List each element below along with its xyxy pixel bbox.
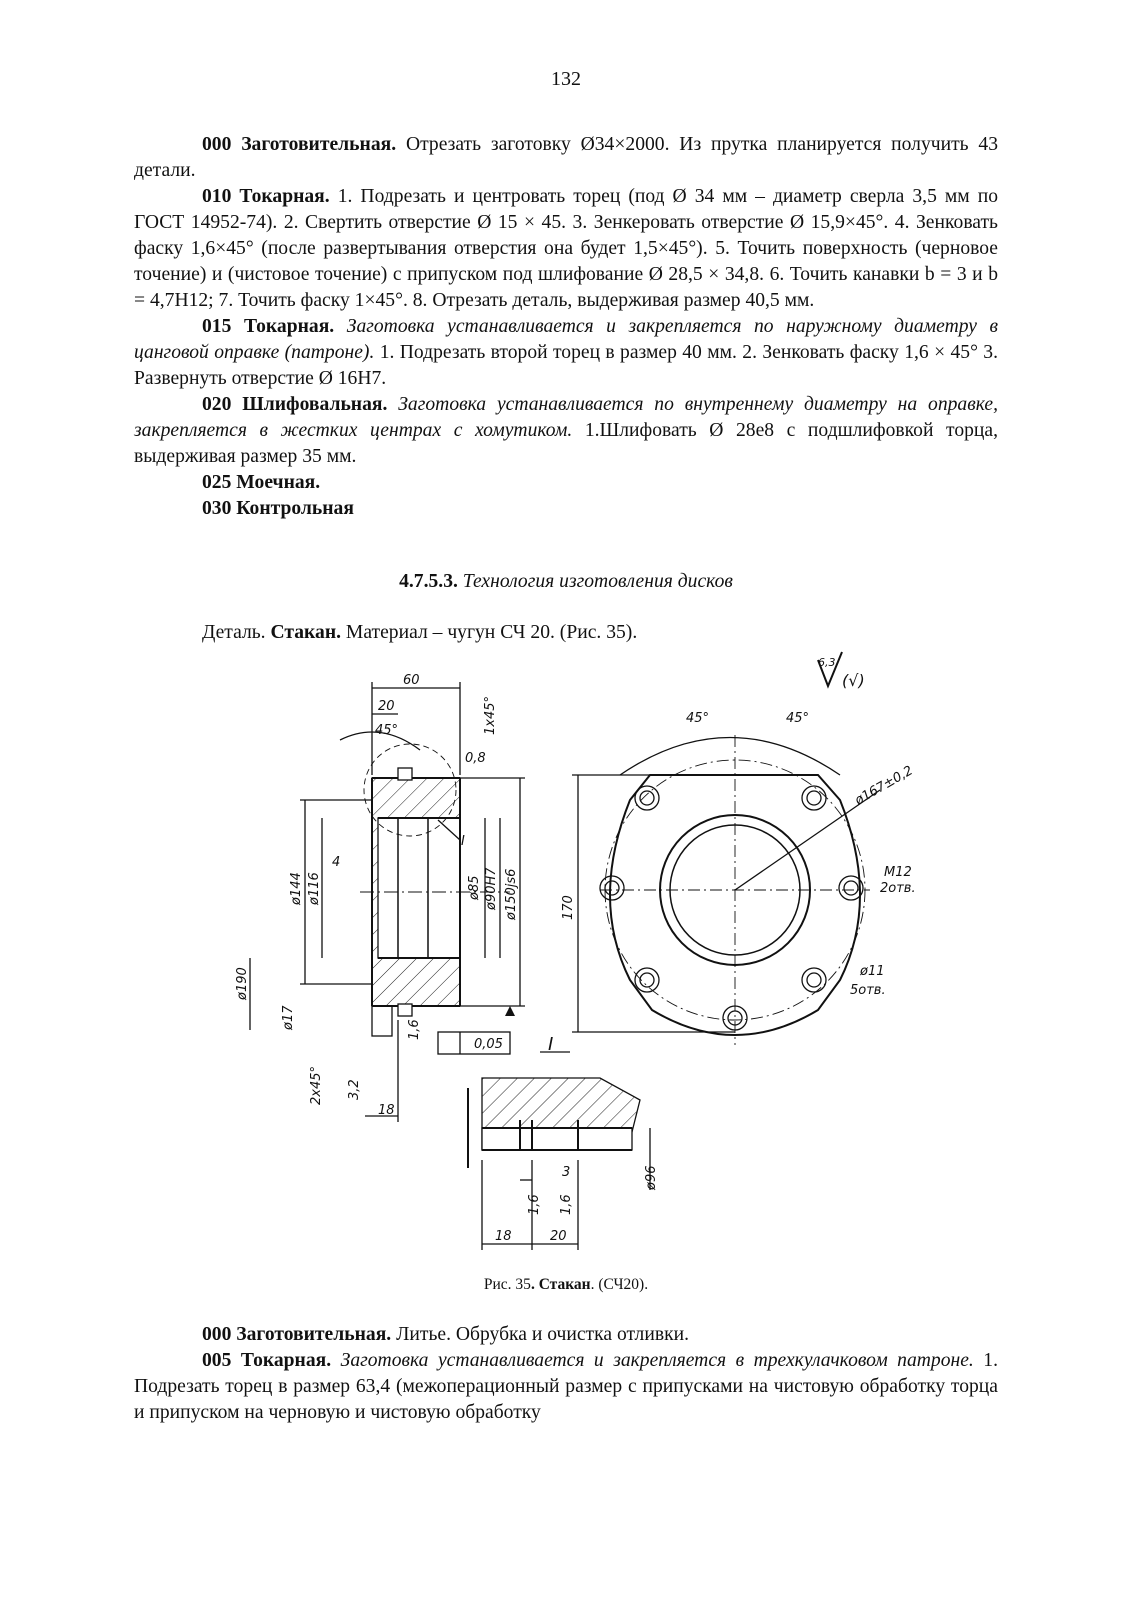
dim-17: ø17 <box>281 1005 296 1030</box>
op-015: 015 Токарная. Заготовка устанавливается и закрепляется по наружному диаметру в цанговой оправке (патроне). 1. Подрезать второй торец в размер 40 мм. 2. Зенковать фаску 1,6 × 45° 3. Развернуть отверстие Ø 16H7. <box>134 316 998 389</box>
detail-line: Деталь. Стакан. Материал – чугун СЧ 20. (Рис. 35). <box>202 622 638 643</box>
detail-dim-3: 3 <box>562 1165 571 1180</box>
detail-dim-20: 20 <box>550 1229 567 1244</box>
dim-150js6: ø150js6 <box>504 868 519 920</box>
detail-dim-18: 18 <box>495 1229 512 1244</box>
roughness-value: 6,3 <box>818 656 836 669</box>
dim-170: 170 <box>561 895 576 920</box>
dim-08: 0,8 <box>465 751 486 766</box>
dim-190: ø190 <box>235 967 250 1000</box>
dim-144: ø144 <box>289 872 304 905</box>
page-number: 132 <box>551 68 581 90</box>
roughness-note: (√) <box>842 671 865 690</box>
dim-45: 45° <box>375 723 399 738</box>
angle-45-right: 45° <box>786 711 810 726</box>
dim-167: ø167±0,2 <box>852 763 916 809</box>
dim-1x45: 1x45° <box>483 695 498 735</box>
op-025: 025 Моечная. <box>202 472 321 493</box>
detail-mark: I <box>461 834 465 849</box>
dim-60: 60 <box>403 673 420 688</box>
angle-45-left: 45° <box>686 711 710 726</box>
detail-dim-16a: 1,6 <box>527 1194 542 1215</box>
op2-000: 000 Заготовительная. Литье. Обрубка и очистка отливки. <box>202 1324 689 1345</box>
op-010: 010 Токарная. 1. Подрезать и центровать торец (под Ø 34 мм – диаметр сверла 3,5 мм по ГОСТ 14952-74). 2. Свертить отверстие Ø 15 × 45. 3. Зенкеровать отверстие Ø 15,9×45°. 4. Зенковать фаску 1,6×45° (после развертывания отверстия она будет 1,5×45°). 5. Точить поверхность (черновое точение) и (чистовое точение) с припуском под шлифование Ø 28,5 × 34,8. 6. Точить канавки b = 3 и b = 4,7H12; 7. Точить фаску 1×45°. 8. Отрезать деталь, выдерживая размер 40,5 мм. <box>134 186 998 311</box>
dim-005: 0,05 <box>474 1037 503 1052</box>
dim-11: ø11 <box>860 964 885 979</box>
dim-4: 4 <box>332 855 341 870</box>
detail-title: I <box>548 1034 554 1055</box>
dim-11-note: 5отв. <box>850 983 886 998</box>
dim-18: 18 <box>378 1103 395 1118</box>
dim-90h7: ø90H7 <box>484 867 499 910</box>
op2-005: 005 Токарная. Заготовка устанавливается и закрепляется в трехкулачковом патроне. 1. Подрезать торец в размер 63,4 (межоперационный размер с припусками на чистовую обработку торца и припуском на черновую и чистовую обработку <box>134 1350 998 1423</box>
dim-85: ø85 <box>467 875 482 900</box>
dim-m12-note: 2отв. <box>880 881 916 896</box>
detail-dim-96: ø96 <box>644 1165 659 1190</box>
dim-m12: M12 <box>884 865 912 880</box>
dim-16: 1,6 <box>407 1019 422 1040</box>
dim-20: 20 <box>378 699 395 714</box>
detail-dim-16b: 1,6 <box>559 1194 574 1215</box>
datum-triangle-icon <box>505 1006 515 1016</box>
op-000: 000 Заготовительная. Отрезать заготовку Ø34×2000. Из прутка планируется получить 43 детали. <box>134 134 998 181</box>
op-020: 020 Шлифовальная. Заготовка устанавливается по внутреннему диаметру на оправке, закрепляется в жестких центрах с хомутиком. 1.Шлифовать Ø 28e8 с подшлифовкой торца, выдерживая размер 35 мм. <box>134 394 999 467</box>
dim-116: ø116 <box>307 872 322 905</box>
dim-32: 3,2 <box>347 1079 362 1100</box>
dim-2x45: 2x45° <box>309 1065 324 1105</box>
operations-list-2 <box>134 1322 998 1426</box>
figure-caption: Рис. 35. Стакан. (СЧ20). <box>483 1276 649 1293</box>
op-030: 030 Контрольная <box>202 498 354 519</box>
section-title: 4.7.5.3. Технология изготовления дисков <box>399 571 733 592</box>
